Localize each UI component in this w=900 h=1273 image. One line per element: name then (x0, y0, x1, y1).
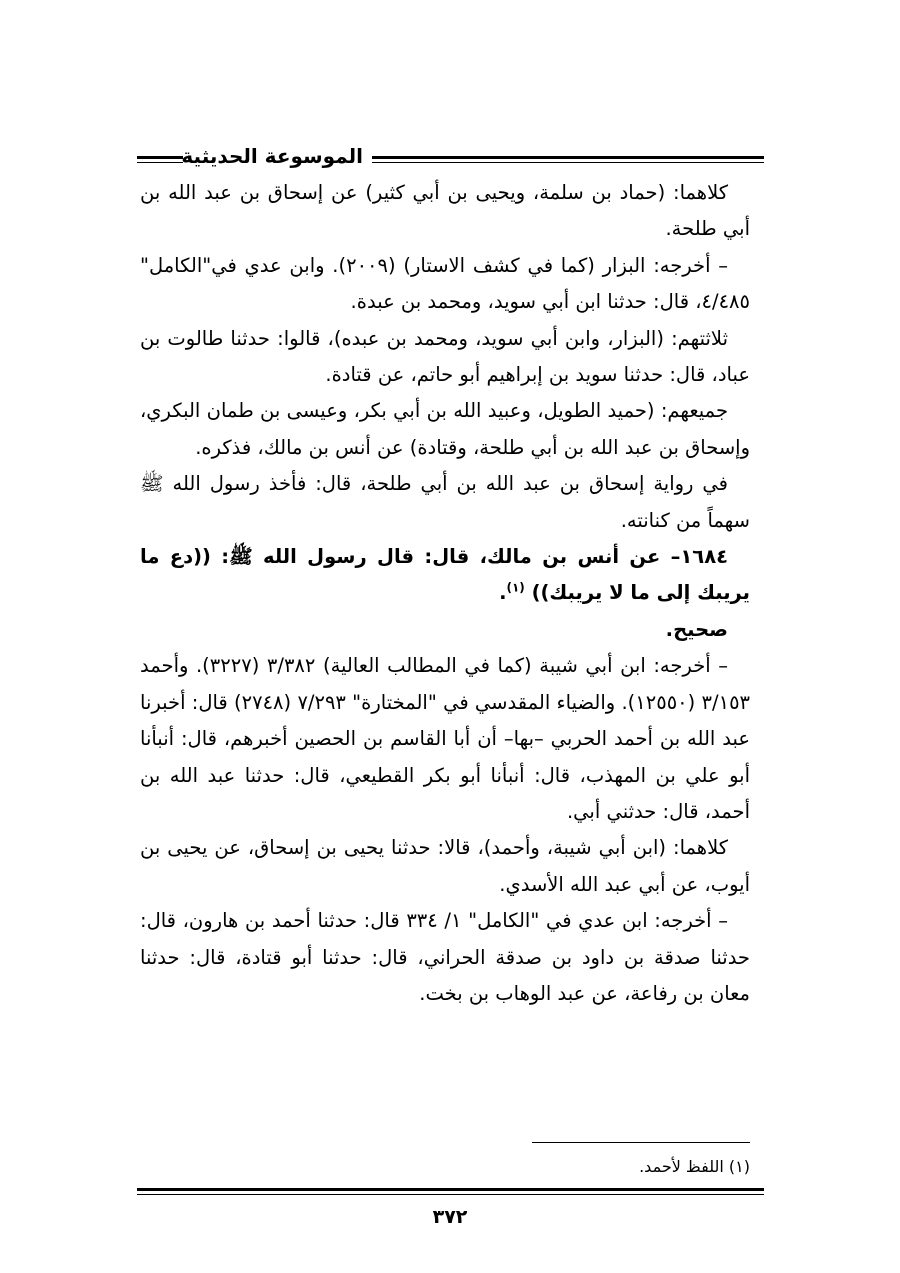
header-title: الموسوعة الحديثية (181, 144, 363, 168)
header-rule-right (372, 156, 764, 163)
paragraph: ثلاثتهم: (البزار، وابن أبي سويد، ومحمد بن عبده)، قالوا: حدثنا طالوت بن عباد، قال: حدثنا سويد بن إبراهيم أبو حاتم، عن قتادة. (140, 326, 750, 387)
hadith-text: ١٦٨٤– عن أنس بن مالك، قال: قال رسول الله ﷺ: ((دع ما يريبك إلى ما لا يريبك)) $^{(١)}$. (140, 545, 750, 605)
paragraph: – أخرجه: البزار (كما في كشف الاستار) (٢٠٠٩). وابن عدي في"الكامل" ٤/٤٨٥، قال: حدثنا ابن أبي سويد، ومحمد بن عبدة. (140, 253, 750, 314)
header-rule-left (137, 156, 183, 163)
footnote-separator (532, 1142, 750, 1143)
paragraph: – أخرجه: ابن أبي شيبة (كما في المطالب العالية) ٣/٣٨٢ (٣٢٢٧). وأحمد ٣/١٥٣ (١٢٥٥٠). والضياء المقدسي في "المختارة" ٧/٢٩٣ (٢٧٤٨) قال: أخبرنا عبد الله بن أحمد الحربي –بها– أن أبا القاسم بن الحصين أخبرهم، قال: أنبأنا أبو علي بن المهذب، قال: أنبأنا أبو بكر القطيعي، قال: حدثنا عبد الله بن أحمد، قال: حدثني أبي. (140, 654, 751, 823)
paragraph: كلاهما: (ابن أبي شيبة، وأحمد)، قالا: حدثنا يحيى بن إسحاق، عن يحيى بن أيوب، عن أبي عبد الله الأسدي. (140, 836, 750, 896)
footnote: (١) اللفظ لأحمد. (639, 1157, 750, 1176)
hadith-grade: صحيح. (665, 617, 728, 641)
paragraph: كلاهما: (حماد بن سلمة، ويحيى بن أبي كثير) عن إسحاق بن عبد الله بن أبي طلحة. (140, 181, 750, 241)
paragraph: جميعهم: (حميد الطويل، وعبيد الله بن أبي بكر، وعيسى بن طمان البكري، وإسحاق بن عبد الله بن أبي طلحة، وقتادة) عن أنس بن مالك، فذكره. (140, 399, 750, 459)
main-text (140, 175, 750, 1012)
paragraph: – أخرجه: ابن عدي في "الكامل" ١/ ٣٣٤ قال: حدثنا أحمد بن هارون، قال: حدثنا صدقة بن داود بن صدقة الحراني، قال: حدثنا أبو قتادة، قال: حدثنا معان بن رفاعة، عن عبد الوهاب بن بخت. (140, 909, 750, 1005)
page-header (137, 146, 764, 174)
page-number: ٣٧٢ (432, 1206, 468, 1228)
paragraph: في رواية إسحاق بن عبد الله بن أبي طلحة، قال: فأخذ رسول الله ﷺ سهماً من كنانته. (140, 472, 750, 532)
footer-rule (137, 1188, 764, 1195)
hadith-body: ١٦٨٤– عن أنس بن مالك، قال: قال رسول الله ﷺ: ((دع ما يريبك إلى ما لا يريبك)) (140, 545, 750, 605)
footnote-marker: (١) (506, 580, 525, 595)
